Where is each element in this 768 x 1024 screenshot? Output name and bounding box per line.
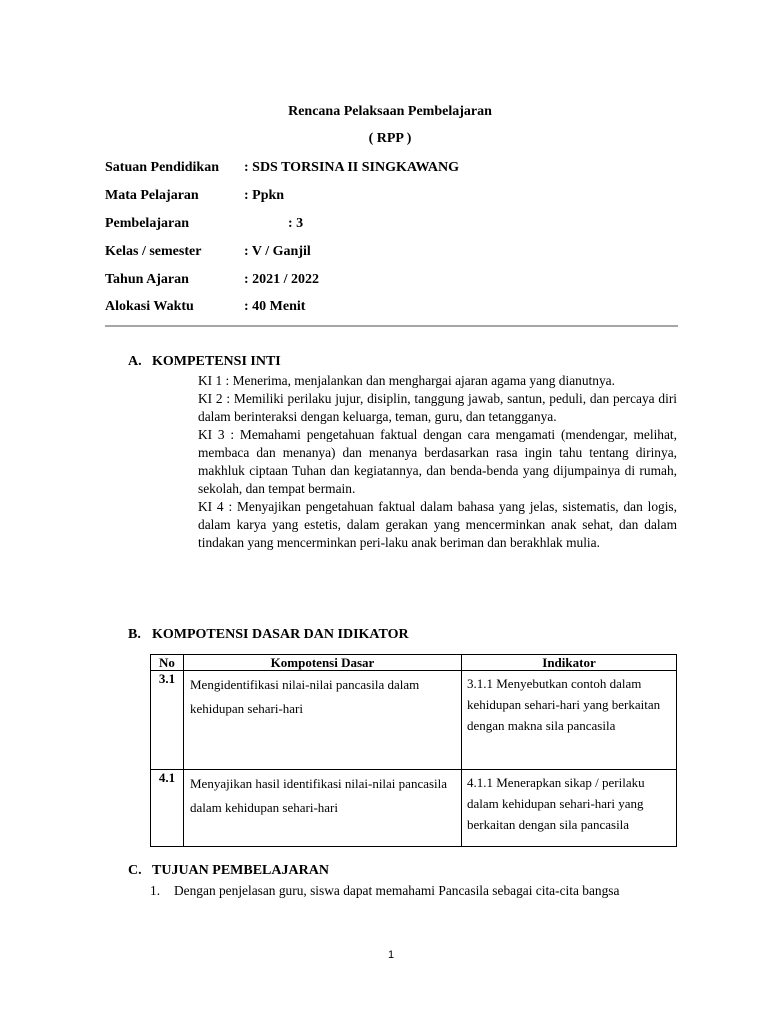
cell-indikator: 3.1.1 Menyebutkan contoh dalam kehidupan sehari-hari yang berkaitan dengan makna sila pancasila xyxy=(462,671,677,770)
table-row xyxy=(151,671,677,770)
cell-kompetensi-dasar: Mengidentifikasi nilai-nilai pancasila dalam kehidupan sehari-hari xyxy=(184,671,462,770)
section-letter: A. xyxy=(128,354,142,369)
kompetensi-dasar-table xyxy=(150,654,677,847)
meta-label: Alokasi Waktu xyxy=(105,299,194,314)
meta-label: Mata Pelajaran xyxy=(105,188,199,203)
list-item-number: 1. xyxy=(150,883,161,898)
ki-item: KI 2 : Memiliki perilaku jujur, disiplin, tanggung jawab, santun, peduli, dan percaya diri dalam berinteraksi dengan keluarga, teman, guru, dan tetangganya. xyxy=(198,391,677,424)
section-heading-tujuan-pembelajaran xyxy=(128,863,329,879)
meta-value: : Ppkn xyxy=(244,188,285,203)
meta-value: : 40 Menit xyxy=(244,299,306,314)
list-item-text: Dengan penjelasan guru, siswa dapat memahami Pancasila sebagai cita-cita bangsa xyxy=(174,883,620,898)
tujuan-list xyxy=(150,882,677,900)
meta-label: Satuan Pendidikan xyxy=(105,160,219,175)
document-title: Rencana Pelaksaan Pembelajaran xyxy=(288,104,492,119)
meta-value: : SDS TORSINA II SINGKAWANG xyxy=(244,160,459,175)
cell-no: 4.1 xyxy=(151,770,184,847)
list-item xyxy=(150,882,677,900)
kompetensi-inti-list xyxy=(198,372,677,552)
column-header-no: No xyxy=(151,655,184,671)
section-heading-kompetensi-dasar xyxy=(128,627,409,643)
meta-value: : 2021 / 2022 xyxy=(244,272,320,287)
meta-value: : 3 xyxy=(288,216,304,231)
meta-value: : V / Ganjil xyxy=(244,244,311,259)
cell-kompetensi-dasar: Menyajikan hasil identifikasi nilai-nilai pancasila dalam kehidupan sehari-hari xyxy=(184,770,462,847)
meta-label: Pembelajaran xyxy=(105,216,189,231)
page-number: 1 xyxy=(387,949,395,961)
table-header-row xyxy=(151,655,677,671)
section-letter: C. xyxy=(128,863,142,878)
ki-item: KI 3 : Memahami pengetahuan faktual dengan cara mengamati (mendengar, melihat, membaca dan menanya) dan menanya berdasarkan rasa ingin tahu tentang dirinya, makhluk ciptaan Tuhan dan kegiatannya, dan benda-benda yang dijumpainya di rumah, sekolah, dan tempat bermain. xyxy=(198,427,677,496)
meta-label: Kelas / semester xyxy=(105,244,202,259)
horizontal-divider xyxy=(105,325,678,327)
ki-item: KI 1 : Menerima, menjalankan dan menghargai ajaran agama yang dianutnya. xyxy=(198,373,615,388)
table-row xyxy=(151,770,677,847)
column-header-kompetensi-dasar: Kompotensi Dasar xyxy=(184,655,462,671)
section-title: TUJUAN PEMBELAJARAN xyxy=(152,863,329,878)
ki-item: KI 4 : Menyajikan pengetahuan faktual dalam bahasa yang jelas, sistematis, dan logis, dalam karya yang estetis, dalam gerakan yang mencerminkan anak sehat, dan dalam tindakan yang mencerminkan peri-laku anak beriman dan berakhlak mulia. xyxy=(198,499,677,550)
section-title: KOMPETENSI INTI xyxy=(152,354,281,369)
meta-label: Tahun Ajaran xyxy=(105,272,189,287)
section-heading-kompetensi-inti xyxy=(128,354,281,370)
section-letter: B. xyxy=(128,627,141,642)
column-header-indikator: Indikator xyxy=(462,655,677,671)
document-subtitle: ( RPP ) xyxy=(368,131,412,146)
cell-no: 3.1 xyxy=(151,671,184,770)
cell-indikator: 4.1.1 Menerapkan sikap / perilaku dalam kehidupan sehari-hari yang berkaitan dengan sila pancasila xyxy=(462,770,677,847)
section-title: KOMPOTENSI DASAR DAN IDIKATOR xyxy=(152,627,409,642)
